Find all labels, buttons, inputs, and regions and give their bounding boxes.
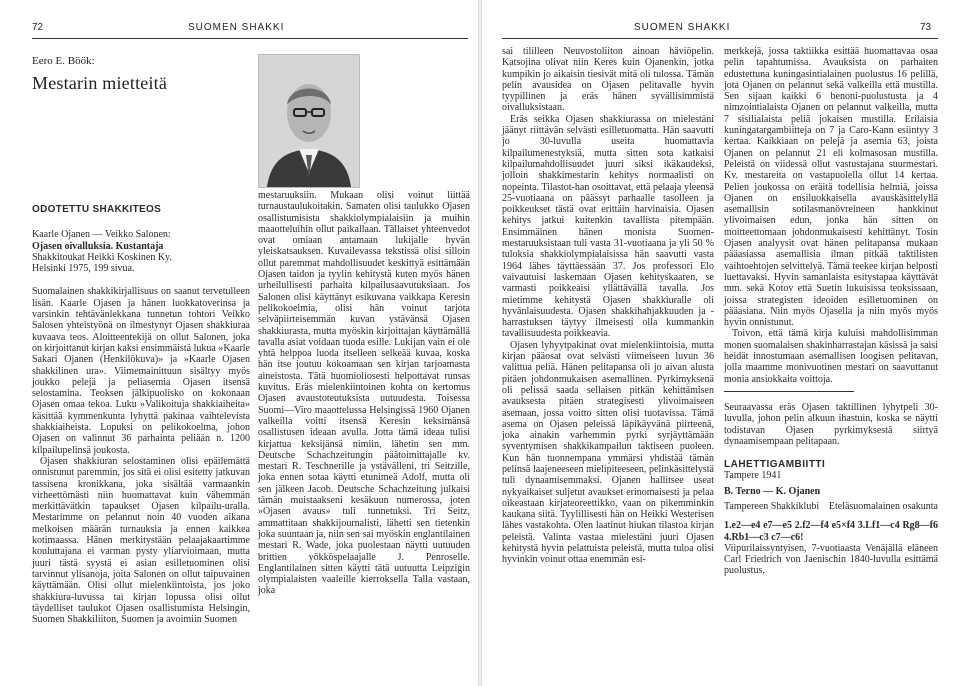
portrait-image	[259, 55, 359, 187]
game-moves: 1.e2—e4 e7—e5 2.f2—f4 e5×f4 3.Lf1—c4 Rg8—f6 4.Rb1—c3 c7—c6!	[724, 520, 938, 543]
paragraph: Toivon, että tämä kirja kuluisi mahdollisimman monen suomalaisen shakinharrastajan käsissä ja saisi heidät innostumaan asemallisen loogisen pelitavan, jolla maamme monivuotinen mestari on saavuttanut monia ansiokkaita voittoja.	[724, 328, 938, 385]
author-portrait	[258, 54, 360, 188]
article-title: Mestarin mietteitä	[32, 73, 168, 93]
game-players: B. Terno — K. Ojanen	[724, 485, 821, 497]
paragraph: merkkejä, jossa taktiikka esittää huomattavaa osaa pelin tapahtumissa. Avauksista on parhaiten edustettuna kuningasintialainen puolustus 16 pelillä, jota Ojanen on pelannut sekä valkeilla että mustilla. Sen sijaan kaikki 6 benoni-puolustusta ja 4 nimzointialaista Ojanen on pelannut valkeilla, mutta 7 sisilialaista peliä jokaisen mustilla. Erilaisia kuningatargambiitteja on 7 ja Caro-Kann esiintyy 3 kertaa. Kaikkiaan on pelejä ja asemia 63, joista Ojanen on pelannut 21 eli kolmasosan mustilla. Peleistä on viidessä ollut vastustajana suurmestari. Kv. mestareita on vastapuolella ollut 14 kertaa. Pelien joukossa on eräitä todellisia helmiä, joissa Ojanen on ensiluokkaisella avauskäsittelyllä asemallisin sotilasmanövreineen hankkinut ylivoimaisen edun, jonka hän sitten on moitteettomaan johdonmukaisesti kehittänyt. Tosin Ojasen analyysit ovat hänen pelitapansa mukaan pääasiassa asemallisia ilman pitkää taktilisten vaihtoehtojen selvittelyä. Tämä teekee kirjan helposti luettavaksi. Hyvin samanlaista esitystapaa käyttävät mm. sekä Kotov että Suetin lukuisissa teoksissaan, joissa strategisten ideoiden esilletuominen on pääasiana. Niin myös Ojasella ja niin myös myös hyvin onnistunut.	[724, 46, 938, 329]
left-col1-body	[32, 286, 250, 625]
game-note: Viipurilaissyntyisen, 7-vuotiaasta Venäjällä eläneen Carl Friedrich von Jaenischin 1840-luvulla esittämä puolustus,	[724, 542, 938, 577]
game-heading: LAHETTIGAMBIITTI	[724, 459, 826, 471]
paragraph: Ojasen shakkiuran selostaminen olisi epäilemättä onnistunut paremmin, jos sitä ei olisi esitetty jatkuvan tassisena kronikkana, joka sisältää varmaankin virheettömästi niin huomattavat kuin vähemmän merkittävätkin tapaukset Ojasen kilpailu-uralla. Mestarimme on pelannut noin 40 vuoden aikana melkoisen määrän turnauksia ja ennen kaikkea kotimaassa. Hänen merkitystään pelaajakaartimme kouluttajana ei varman pysty yliarvioimaan, mutta juuri tästä syystä ei asian esilletuominen olisi tarvinnut ylisanoja, joita Salonen on ollut taipuvainen käyttämään. Olisi ollut mielenkiintoista, jos joko shakkiura-luvussa tai kirjan lopussa olisi ollut täydelliset taulukot Ojasen osallistumista Helsingin, Suomen Shakkiliiton, Suomen ja avoimiin Suomen	[32, 455, 250, 626]
left-column-2	[258, 190, 470, 597]
book-info-line: Kaarle Ojanen — Veikko Salonen:	[32, 229, 171, 241]
paragraph: Ojasen lyhyytpakinat ovat mielenkiintoisia, mutta kirjan pääosat ovat selvästi viimeiseen luvun 36 valittua peliä. Hänen pelitapansa oli jo aivan alusta pitäen johdonmukaisen asemallinen. Pyrkimyksenä oli pelissä saada sellaisen pitkän kehittämisen avauksesta pitäen strategisesti ylivoimaiseen asemaan, jossa voitto sitten olisi tuotavissa. Tämä asema on Ojasen peleissä läpikäyvänä piirteenä, joka ainakin varhemmin pyrki syrjäyttämään syventymisen shakkikampailun taktiseen puoleen. Kun hän tuonnempana ymmärsi yhdistää tämän pelinsä laajeneeseen mielipiteeseen, pelinkäsittelystä tuli dynaamisemmaksi. Ojanen hallitsee useat nykyaikaiset suljetut avaukset erinomaisesti ja pelaa oikeastaan kirjateoreettikko, vaan on pikemminkin kaukana siitä. Tyylillisesti hän on Heikki Westerisen lähes vastakohta. Olen laatinut hiukan tilastoa kirjan peleistä. Valinta vastaa mielestäni juuri Ojasen kehitystä hyvin pelattuista peleistä, mutta tuloa olisi hyvinkin voinut ottaa enemmän esi-	[502, 339, 714, 566]
club-white: Tampereen Shakkiklubi	[724, 500, 820, 512]
left-column-1	[32, 204, 250, 625]
running-head-left: SUOMEN SHAKKI	[188, 22, 285, 33]
paragraph: Eräs seikka Ojasen shakkiurassa on mielestäni jäänyt riittävän selvästi esilletuomatta. Hän saavutti jo 30-luvulla useita huomattavia kilpailumenestyksiä, mutta sitten sota katkaisi kilpailumahdollisuudet juuri siksi ikäkaudeksi, jolloin shakkimestarin kehitys normaalisti on nopeinta. Tilastot-han osoittavat, että pelaaja yleensä 25-vuotiaana on päässyt parhaalle tasolleen ja poikkeukset tästä ovat erittäin harvinaisia. Ojasen kehitys jatkui kuitenkin tavallista pitempään. Ensimmäinen hänen monista Suomen-mestaruuksistaan tuli vasta 31-vuotiaana ja yli 50 % tuloksia shakkiolympialaisissa hän saavutti vasta 1964 lähes täyttäessään 37. Jos professori Elo vaivautuisi laskemaan Ojasen kehityskaaren, se varmasti poikkeaisi yllättävällä tavalla. Jos mietimme kehitystä Ojasen shakkiuralle oli hyvänlaisuudesta. Ojasen shakkihahjakkuuden ja -harrastuksen täytyy ilmeisesti olla kummankin tavallisuudesta poikkeavia.	[502, 113, 714, 340]
paragraph: Suomalainen shakkikirjallisuus on saanut tervetulleen lisän. Kaarle Ojasen ja hänen luokkatoverinsa ja varsinkin tehtävänlekkana tunnetun tohtori Veikko Salosen yhteistyönä on ilmestynyt Ojasen shakkiuraa kuvaava teos. Aloitteentekijä on ollut Salonen, joka on kirjoittanut kirjan kaksi ensimmäistä lukua »Kaarle Sakari Ojanen (Henkilökuva)» ja »Kaarle Ojasen shakkilinen ura». Viimemainittuun sisältyy myös joukko pelejä ja peliasemia Ojasen itsensä selostamina. Teoksen jälkipuolisko on kokonaan Ojasen omaa tekoa. Luku »Valikoituja shakkiaiheita» käsittää kymmenkunta lyhyttä pakinaa vaihtelevista shakkiaiheista. Lopuksi on pelikokoelma, johon Ojasen on valinnut 36 parhainta peliään n. 1200 kilpailupelinsä joukosta.	[32, 286, 250, 456]
book-info-line: Ojasen oivalluksia. Kustantaja	[32, 240, 164, 252]
paragraph: sai tililleen Neuvostoliiton ainoan häviöpelin. Katsojina olivat niin Keres kuin Ojanenkin, jotka kumpikin jo aikaisin tiesivät mitä oli tulossa. Tämän pelin avausidea on Ojasen pelitavalle hyvin tyypillinen ja eräs hänen syvällisimmistä oivalluksistaan.	[502, 46, 714, 114]
book-info-line: Shakkitoukat Heikki Koskinen Ky.	[32, 251, 172, 263]
book-section-heading: ODOTETTU SHAKKITEOS	[32, 204, 162, 215]
article-author: Eero E. Böök:	[32, 55, 95, 67]
page-number-left: 72	[32, 22, 44, 33]
book-info	[32, 229, 250, 274]
right-column-2	[724, 46, 938, 577]
page-number-right: 73	[920, 22, 932, 33]
section-divider	[724, 391, 854, 392]
game-intro: Seuraavassa eräs Ojasen taktillinen lyhytpeli 30-luvulla, johon pelin alkuun ihastuin, koska se näytti todistavan Ojasen pyrkimyksestä siirtyä dynaamisempaan pelitapaan.	[724, 401, 938, 447]
right-column-1	[502, 46, 714, 566]
header-rule-left	[32, 38, 468, 39]
header-rule-right	[502, 38, 938, 39]
right-page	[482, 0, 960, 686]
game-clubs	[724, 501, 938, 512]
left-page	[0, 0, 478, 686]
club-black: Eteläsuomalainen osakunta	[828, 500, 938, 512]
game-place-year: Tampere 1941	[724, 470, 782, 482]
running-head-right: SUOMEN SHAKKI	[634, 22, 731, 33]
book-info-line: Helsinki 1975, 199 sivua.	[32, 263, 135, 275]
paragraph: mestaruuksiin. Mukaan olisi voinut liittää turnaustaulukoitakin. Samaten olisi taulukko Ojasen osallistumisista shakkiolympialaisiin ja muihin maaotteluihin ollut paikallaan. Tällaiset yhteenvedot ovat omiaan antamaan lukijalle hyvän yleiskatsauksen. Kuvailevassa tekstissä olisi silloin ollut paremmat mahdollisuudet keskittyä esittämään Ojasen taidon ja tyylin kehitystä kuten myös hänen urheilullisesti parhaita kilpailusaavutuksiaan. Jos Salonen olisi käyttänyt esikuvana vaikkapa Keresin pelikokoelmia, olisi hän voinut tarjota selväpiirteisemmän kuvan ystävänsä Ojasen shakkiurasta, mutta myöskin kirjoittajan käyttämällä tavalla asiat voidaan tuoda esille. Lukijan vain ei ole yhtä helppoa luoda itselleen selkeää kuvaa, koska hän itse joutuu kokoamaan sen kirjan tarjoamasta aineistosta. Tätä huomioliosesti helpottavat runsas kuvitus. Eräs mielenkiintoinen kohta on kertomus Ojasen avaustoteutuksista uutuudesta. Toisessa Suomi—Viro maaottelussa Helsingissä 1960 Ojanen valkeilla voitti itsensä Keresin keksimänsä osallistusen ideaan avulla. Jotta tämä ideaa tulisi kirjattua keksijänsä nimiin, lähetin sen mm. Deutsche Schachzeitungin päätoimittajalle kv. mestari R. Teschnerille ja ystävälleni, tri Seitzille, joka ennen sotaa käytti etunimeä Adolf, mutta oli sen jälkeen Jacob. Deutsche Schachzeitung julkaisi tämän muistaakseni kesäkuun numerossa, joten »Ojasen avaus» tuli tunnetuksi. Tri Seitz, ammattitaan shakkijournalisti, lähetti sen tietenkin joka suuntaan ja, niin sen sai myöskin englantilainen mestari R. Wade, joka puolestaan näytti uutuuden brittien yökköspelaajalle J. Penroselle. Englantilainen sitten käytti tätä uutuutta Leipzigin olympialaisten vaaleille kierroksella Talla vastaan, joka	[258, 190, 470, 597]
